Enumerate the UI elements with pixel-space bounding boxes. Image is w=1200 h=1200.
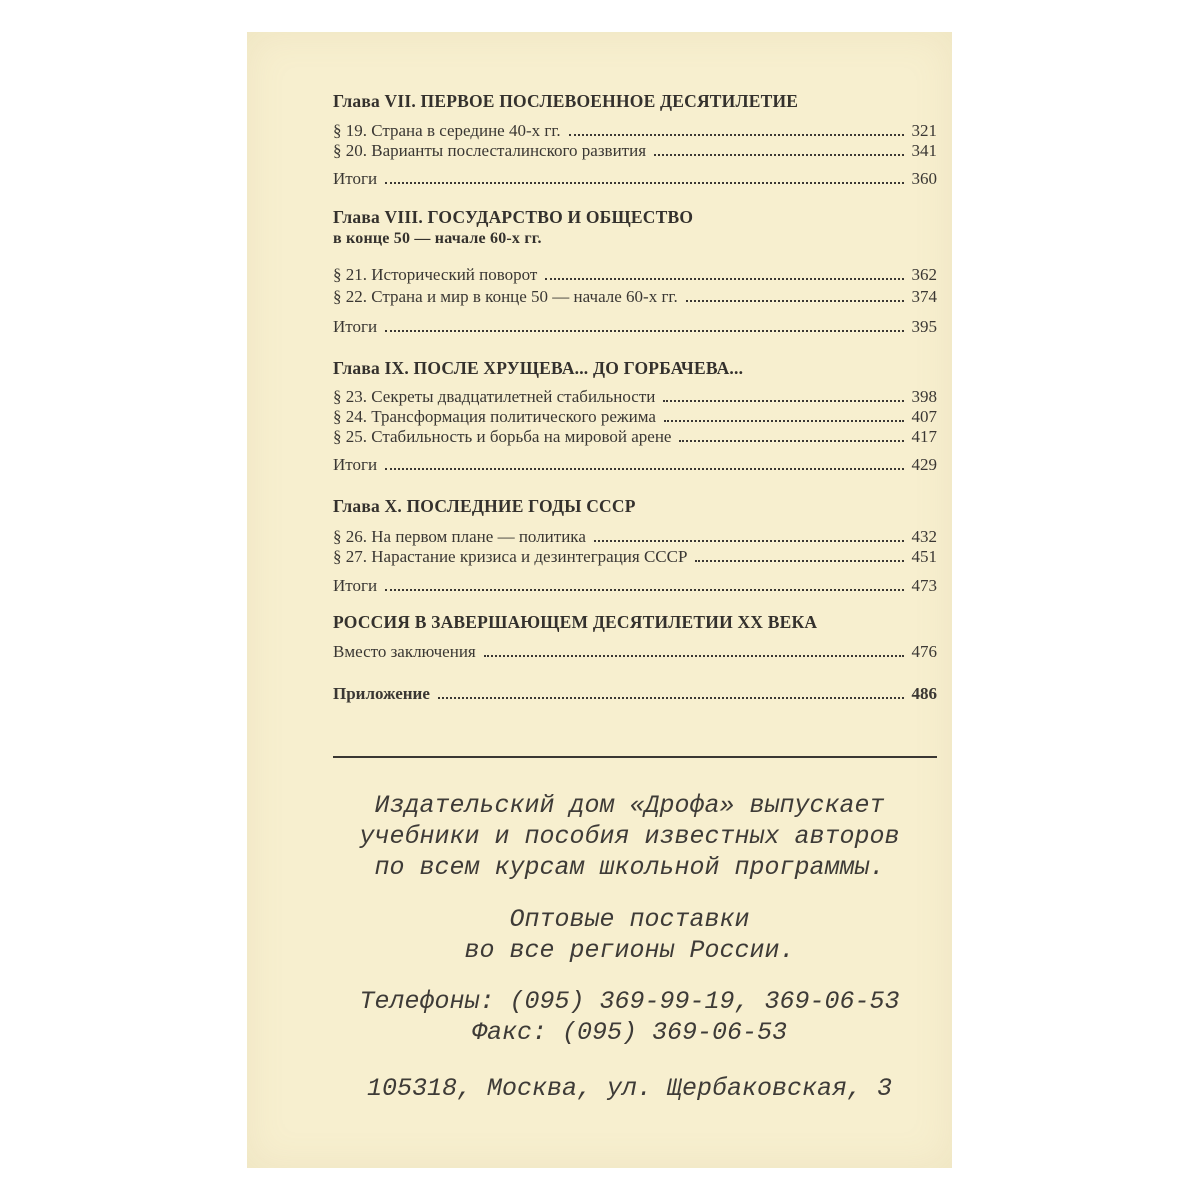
- toc-entry: [333, 121, 937, 141]
- toc-entry: [333, 407, 937, 427]
- toc-entry: [333, 265, 937, 285]
- toc-entry-title: § 23. Секреты двадцатилетней стабильности: [333, 387, 656, 406]
- publisher-ad-paragraph: [307, 790, 952, 883]
- toc-summary: [333, 169, 937, 189]
- toc-entry: [333, 527, 937, 547]
- toc-entry-title: Итоги: [333, 317, 378, 336]
- leader-dots: [695, 560, 903, 562]
- toc-entry-page: 398: [911, 387, 937, 406]
- toc-entry-title: Итоги: [333, 576, 378, 595]
- toc-appendix: [333, 684, 937, 704]
- book-page: [247, 32, 952, 1168]
- chapter-7-title: Глава VII. ПЕРВОЕ ПОСЛЕВОЕННОЕ ДЕСЯТИЛЕТИЕ: [333, 91, 799, 111]
- fax: Факс: (095) 369-06-53: [471, 1018, 788, 1047]
- toc-summary: [333, 455, 937, 475]
- toc-summary: [333, 576, 937, 596]
- toc-entry: [333, 387, 937, 407]
- toc-entry-page: 407: [911, 407, 937, 426]
- toc-entry-page: 374: [911, 287, 937, 306]
- leader-dots: [385, 182, 903, 184]
- toc-entry-page: 395: [911, 317, 937, 336]
- toc-entry-page: 476: [911, 642, 937, 661]
- chapter-8-subtitle: в конце 50 — начале 60-х гг.: [333, 230, 542, 247]
- leader-dots: [664, 420, 904, 422]
- toc-entry-page: 417: [911, 427, 937, 446]
- toc-entry-title: § 19. Страна в середине 40-х гг.: [333, 121, 561, 140]
- ad-line: во все регионы России.: [464, 936, 795, 965]
- divider: [333, 756, 937, 758]
- address: 105318, Москва, ул. Щербаковская, 3: [366, 1074, 893, 1103]
- leader-dots: [545, 278, 903, 280]
- toc-entry: [333, 427, 937, 447]
- table-of-contents: [333, 88, 937, 704]
- wholesale-paragraph: [307, 904, 952, 966]
- toc-entry-title: Вместо заключения: [333, 642, 476, 661]
- ad-line: Оптовые поставки: [509, 905, 750, 934]
- toc-entry-page: 486: [911, 684, 937, 703]
- leader-dots: [385, 589, 903, 591]
- toc-summary: [333, 317, 937, 337]
- toc-entry-page: 473: [911, 576, 937, 595]
- toc-entry-page: 362: [911, 265, 937, 284]
- ad-line: Издательский дом «Дрофа» выпускает: [374, 791, 885, 820]
- toc-entry-title: § 24. Трансформация политического режима: [333, 407, 656, 426]
- toc-entry-title: § 21. Исторический поворот: [333, 265, 538, 284]
- chapter-8-title-main: Глава VIII. ГОСУДАРСТВО И ОБЩЕСТВО: [333, 207, 694, 227]
- leader-dots: [679, 440, 903, 442]
- leader-dots: [686, 300, 904, 302]
- toc-entry-page: 321: [911, 121, 937, 140]
- toc-entry-page: 451: [911, 547, 937, 566]
- leader-dots: [663, 400, 903, 402]
- leader-dots: [484, 655, 904, 657]
- toc-entry-title: § 27. Нарастание кризиса и дезинтеграция СССР: [333, 547, 688, 566]
- ad-line: учебники и пособия известных авторов: [359, 822, 900, 851]
- toc-entry-page: 360: [911, 169, 937, 188]
- toc-entry: [333, 287, 937, 307]
- part-title: РОССИЯ В ЗАВЕРШАЮЩЕМ ДЕСЯТИЛЕТИИ XX ВЕКА: [333, 612, 818, 632]
- leader-dots: [594, 540, 904, 542]
- toc-entry: [333, 547, 937, 567]
- toc-entry-title: Приложение: [333, 684, 430, 703]
- leader-dots: [438, 697, 904, 699]
- toc-entry-page: 341: [911, 141, 937, 160]
- chapter-10-title: Глава X. ПОСЛЕДНИЕ ГОДЫ СССР: [333, 496, 636, 516]
- leader-dots: [654, 154, 903, 156]
- toc-entry-title: § 26. На первом плане — политика: [333, 527, 586, 546]
- phones: Телефоны: (095) 369-99-19, 369-06-53: [359, 987, 900, 1016]
- leader-dots: [569, 134, 904, 136]
- toc-conclusion: [333, 642, 937, 662]
- toc-entry-page: 429: [911, 455, 937, 474]
- ad-line: по всем курсам школьной программы.: [374, 853, 885, 882]
- contacts-paragraph: [307, 986, 952, 1048]
- toc-entry: [333, 141, 937, 161]
- toc-entry-title: Итоги: [333, 455, 378, 474]
- toc-entry-title: § 25. Стабильность и борьба на мировой арене: [333, 427, 672, 446]
- toc-entry-title: Итоги: [333, 169, 378, 188]
- leader-dots: [385, 468, 903, 470]
- toc-entry-page: 432: [911, 527, 937, 546]
- chapter-8-title: [333, 206, 937, 250]
- toc-entry-title: § 20. Варианты послесталинского развития: [333, 141, 647, 160]
- toc-entry-title: § 22. Страна и мир в конце 50 — начале 60-х гг.: [333, 287, 678, 306]
- leader-dots: [385, 330, 903, 332]
- chapter-9-title: Глава IX. ПОСЛЕ ХРУЩЕВА... ДО ГОРБАЧЕВА...: [333, 358, 744, 378]
